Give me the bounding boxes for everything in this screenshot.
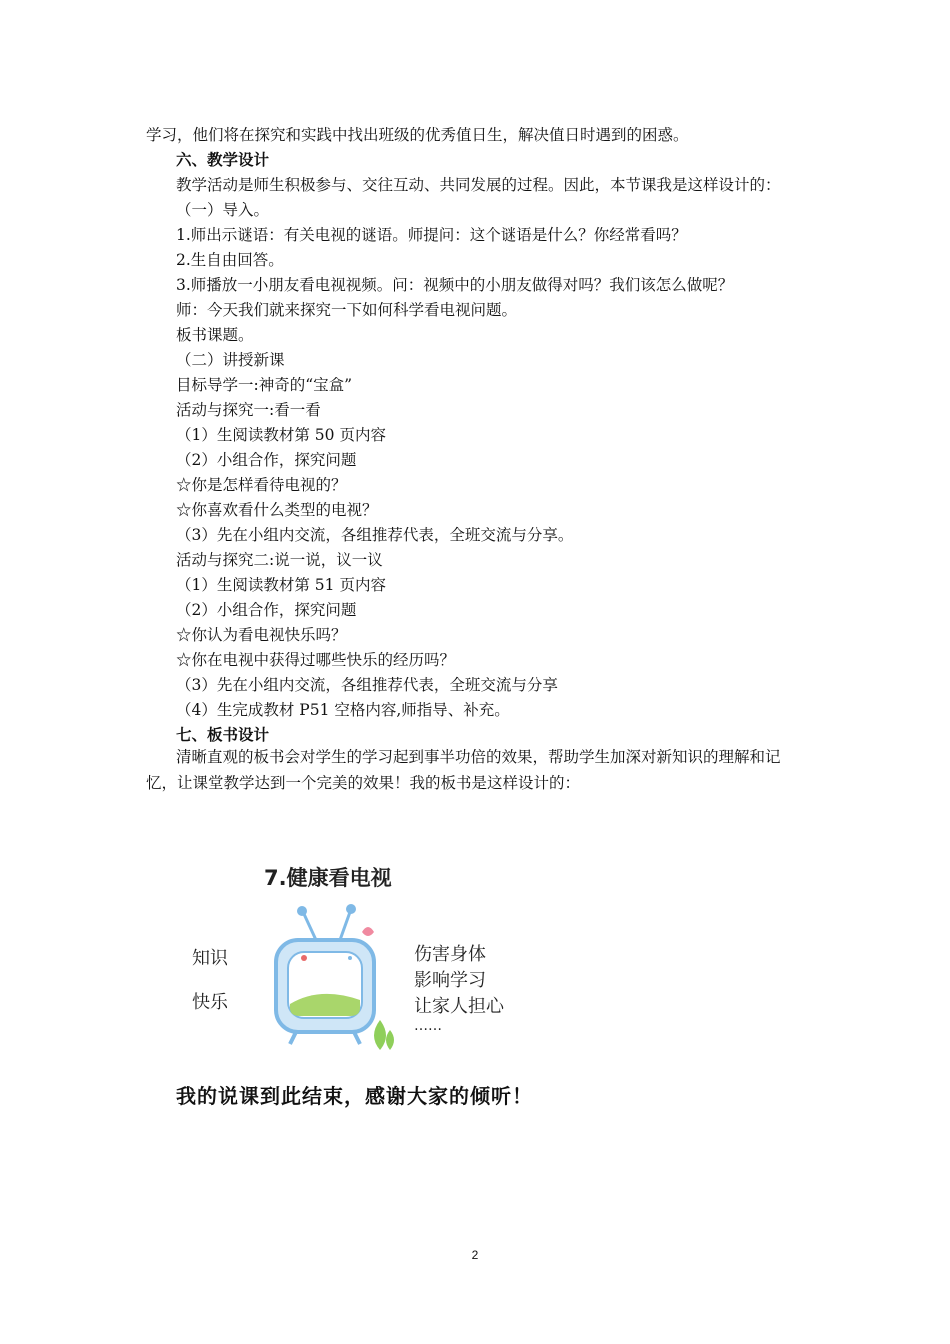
board-design-paragraph: 清晰直观的板书会对学生的学习起到事半功倍的效果，帮助学生加深对新知识的理解和记忆，让课堂教学达到一个完美的效果！我的板书是这样设计的： — [146, 748, 781, 792]
text-line: 2.生自由回答。 — [176, 251, 284, 269]
board-right-item: 让家人担心 — [414, 996, 504, 1017]
text-line: ☆你是怎样看待电视的？ — [176, 476, 347, 494]
text-line: 1.师出示谜语：有关电视的谜语。师提问：这个谜语是什么？你经常看吗？ — [176, 226, 687, 244]
text-line: 目标导学一:神奇的“宝盒” — [176, 376, 353, 394]
board-left-item: 快乐 — [192, 992, 228, 1013]
section-heading: 七、板书设计 — [176, 726, 270, 744]
text-line: 3.师播放一小朋友看电视视频。问：视频中的小朋友做得对吗？我们该怎么做呢？ — [176, 276, 734, 294]
board-left-item: 知识 — [192, 948, 228, 969]
text-line: 师：今天我们就来探究一下如何科学看电视问题。 — [176, 301, 518, 319]
text-line: （1）生阅读教材第 50 页内容 — [176, 426, 386, 444]
text-line: （3）先在小组内交流，各组推荐代表，全班交流与分享。 — [176, 526, 574, 544]
board-right-item: 影响学习 — [414, 970, 486, 991]
text-line: 板书课题。 — [176, 326, 254, 344]
text-line: （1）生阅读教材第 51 页内容 — [176, 576, 386, 594]
blackboard-design-figure — [182, 852, 542, 1052]
text-line: （4）生完成教材 P51 空格内容,师指导、补充。 — [176, 701, 510, 719]
text-line: （3）先在小组内交流，各组推荐代表，全班交流与分享 — [176, 676, 558, 694]
board-title: 7.健康看电视 — [264, 866, 392, 890]
text-line: 活动与探究一:看一看 — [176, 401, 321, 419]
text-line: （二）讲授新课 — [176, 351, 285, 369]
tv-illustration-icon — [264, 900, 394, 1050]
text-line: ☆你在电视中获得过哪些快乐的经历吗？ — [176, 651, 456, 669]
closing-remark: 我的说课到此结束，感谢大家的倾听！ — [176, 1084, 533, 1108]
text-line: （一）导入。 — [176, 201, 270, 219]
section-heading: 六、教学设计 — [176, 151, 270, 169]
text-line: （2）小组合作，探究问题 — [176, 451, 357, 469]
text-line: 教学活动是师生积极参与、交往互动、共同发展的过程。因此，本节课我是这样设计的： — [176, 176, 781, 194]
board-right-item: 伤害身体 — [414, 944, 486, 965]
page-number: 2 — [471, 1248, 479, 1262]
text-line: 学习，他们将在探究和实践中找出班级的优秀值日生，解决值日时遇到的困惑。 — [146, 126, 689, 144]
text-line: ☆你喜欢看什么类型的电视？ — [176, 501, 378, 519]
board-right-item: …… — [414, 1018, 442, 1034]
text-line: ☆你认为看电视快乐吗？ — [176, 626, 347, 644]
text-line: 活动与探究二:说一说，议一议 — [176, 551, 383, 569]
text-line: （2）小组合作，探究问题 — [176, 601, 357, 619]
